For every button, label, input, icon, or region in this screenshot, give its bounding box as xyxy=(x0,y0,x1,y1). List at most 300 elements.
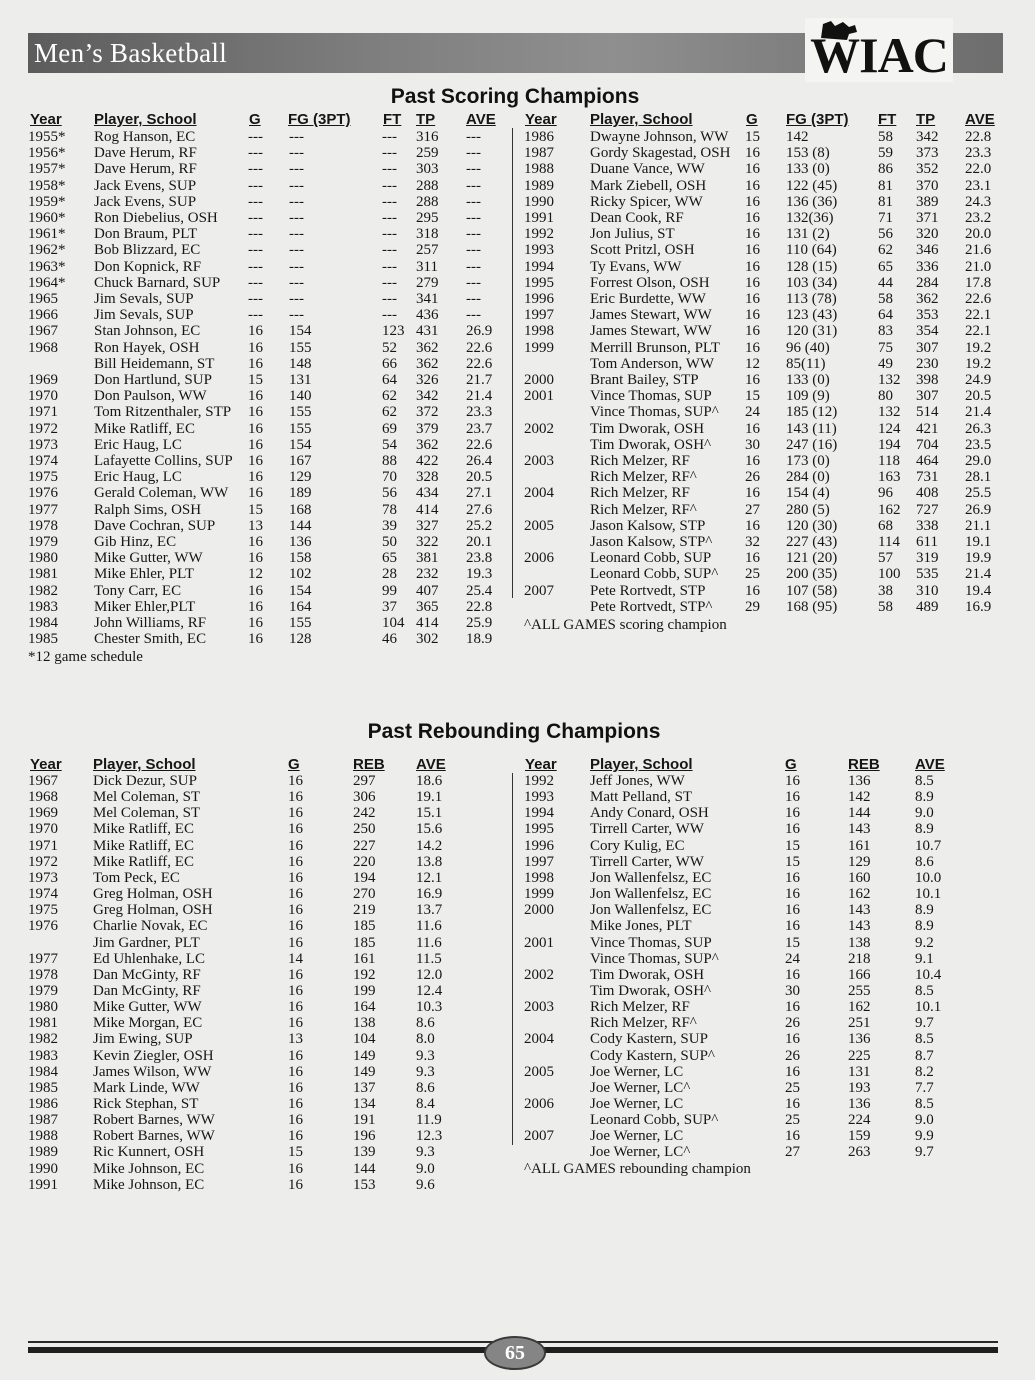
cell-games: 29 xyxy=(745,598,760,615)
cell-ft: 49 xyxy=(878,355,893,372)
cell-ave: 22.0 xyxy=(965,161,992,178)
cell-ave: 22.6 xyxy=(466,355,493,372)
cell-ave: 23.8 xyxy=(466,550,493,567)
cell-reb: 149 xyxy=(353,1047,376,1064)
cell-games: 16 xyxy=(248,453,263,469)
cell-tp: 731 xyxy=(916,469,939,486)
cell-reb: 166 xyxy=(848,966,871,983)
cell-ft: 132 xyxy=(878,404,901,421)
cell-ave: 10.7 xyxy=(915,837,942,854)
cell-year: 2003 xyxy=(524,453,554,469)
cell-fg: 155 xyxy=(289,339,312,356)
cell-games: 16 xyxy=(785,1063,800,1080)
cell-year: 1983 xyxy=(28,598,58,615)
cell-ave: 22.6 xyxy=(466,339,493,356)
cell-games: --- xyxy=(248,177,263,194)
cell-player: Ricky Spicer, WW xyxy=(590,193,703,210)
cell-player: Jason Kalsow, STP^ xyxy=(590,534,713,550)
cell-year: 2000 xyxy=(524,902,554,919)
cell-player: Tirrell Carter, WW xyxy=(590,821,704,838)
cell-ave: --- xyxy=(466,177,481,194)
cell-year: 1997 xyxy=(524,853,554,870)
cell-ave: 23.1 xyxy=(965,177,992,194)
cell-reb: 270 xyxy=(353,886,376,903)
cell-player: Dean Cook, RF xyxy=(590,210,684,226)
cell-ft: 118 xyxy=(878,453,900,469)
cell-fg: 227 (43) xyxy=(786,534,838,550)
col-header-ave: AVE xyxy=(915,756,945,773)
cell-games: 16 xyxy=(288,966,303,983)
cell-fg: 164 xyxy=(289,598,312,615)
cell-ft: 38 xyxy=(878,582,893,599)
cell-year: 2002 xyxy=(524,966,554,983)
cell-reb: 225 xyxy=(848,1047,871,1064)
cell-fg: 136 (36) xyxy=(786,193,838,210)
cell-ft: 124 xyxy=(878,420,901,437)
cell-ft: 68 xyxy=(878,517,893,534)
cell-fg: 154 xyxy=(289,582,312,599)
cell-ft: 54 xyxy=(382,436,397,453)
cell-tp: 381 xyxy=(416,550,439,567)
cell-player: Stan Johnson, EC xyxy=(94,323,201,340)
cell-games: 26 xyxy=(785,1015,800,1032)
cell-fg: 102 xyxy=(289,566,312,583)
cell-games: 25 xyxy=(785,1079,800,1096)
cell-year: 1971 xyxy=(28,404,58,421)
cell-year: 2007 xyxy=(524,1128,554,1145)
cell-player: Jon Wallenfelsz, EC xyxy=(590,869,712,886)
cell-games: 16 xyxy=(745,226,760,243)
cell-fg: 96 (40) xyxy=(786,339,830,356)
cell-tp: 320 xyxy=(916,226,939,243)
cell-reb: 153 xyxy=(353,1176,376,1193)
cell-tp: 362 xyxy=(416,339,439,356)
cell-reb: 224 xyxy=(848,1112,871,1129)
cell-ft: 58 xyxy=(878,598,893,615)
cell-player: Rich Melzer, RF xyxy=(590,485,690,502)
cell-reb: 263 xyxy=(848,1144,871,1161)
cell-year: 1973 xyxy=(28,436,58,453)
cell-fg: 120 (30) xyxy=(786,517,838,534)
cell-fg: 247 (16) xyxy=(786,436,838,453)
cell-ave: 9.0 xyxy=(915,805,934,822)
cell-year: 1984 xyxy=(28,615,58,631)
cell-reb: 142 xyxy=(848,789,871,806)
cell-player: Ric Kunnert, OSH xyxy=(93,1144,205,1161)
cell-games: 26 xyxy=(785,1047,800,1064)
cell-fg: 280 (5) xyxy=(786,501,830,518)
cell-ave: 13.8 xyxy=(416,853,443,870)
cell-year: 1987 xyxy=(28,1112,58,1129)
cell-games: 16 xyxy=(288,934,303,951)
col-header-player: Player, School xyxy=(590,756,693,773)
cell-tp: 319 xyxy=(916,550,939,567)
cell-reb: 159 xyxy=(848,1128,871,1145)
cell-tp: 372 xyxy=(416,404,439,421)
cell-player: Jim Gardner, PLT xyxy=(93,934,200,951)
cell-ave: 7.7 xyxy=(915,1079,934,1096)
cell-year: 1990 xyxy=(28,1160,58,1177)
cell-games: --- xyxy=(248,145,263,162)
scoring-footnote-schedule: *12 game schedule xyxy=(28,649,143,665)
cell-year: 2006 xyxy=(524,550,554,567)
cell-ave: 8.4 xyxy=(416,1096,435,1112)
cell-ft: 66 xyxy=(382,355,397,372)
cell-year: 1991 xyxy=(28,1176,58,1193)
cell-ave: 22.6 xyxy=(466,436,493,453)
cell-player: Tim Dworak, OSH^ xyxy=(590,436,712,453)
cell-fg: --- xyxy=(289,161,304,178)
col-header-ft: FT xyxy=(878,111,897,128)
col-header-g: G xyxy=(288,756,300,773)
cell-ave: 9.0 xyxy=(416,1160,435,1177)
cell-year: 1993 xyxy=(524,242,554,259)
cell-tp: 353 xyxy=(916,307,939,324)
cell-ft: 37 xyxy=(382,598,397,615)
cell-player: Jack Evens, SUP xyxy=(94,193,197,210)
cell-games: 16 xyxy=(785,999,800,1016)
cell-player: Dick Dezur, SUP xyxy=(93,773,197,789)
cell-ave: 12.4 xyxy=(416,982,443,999)
cell-tp: 414 xyxy=(416,615,439,631)
cell-tp: 316 xyxy=(416,129,439,145)
cell-fg: 131 xyxy=(289,372,312,388)
cell-ave: 14.2 xyxy=(416,837,443,854)
cell-tp: 408 xyxy=(916,485,939,502)
cell-ft: 62 xyxy=(382,404,397,421)
cell-ave: 20.1 xyxy=(466,534,493,550)
cell-ave: 21.7 xyxy=(466,372,493,388)
cell-ft: 62 xyxy=(878,242,893,259)
cell-fg: --- xyxy=(289,274,304,291)
cell-games: 12 xyxy=(248,566,263,583)
cell-reb: 162 xyxy=(848,999,871,1016)
cell-year: 1977 xyxy=(28,501,58,518)
cell-ft: 56 xyxy=(878,226,893,243)
cell-ave: 20.0 xyxy=(965,226,992,243)
scoring-footnote-all-games: ^ALL GAMES scoring champion xyxy=(524,617,727,633)
cell-year: 1964* xyxy=(28,274,66,291)
cell-games: 16 xyxy=(745,145,760,162)
cell-games: 16 xyxy=(745,210,760,226)
cell-year: 1983 xyxy=(28,1047,58,1064)
cell-ave: --- xyxy=(466,161,481,178)
cell-games: 16 xyxy=(288,1015,303,1032)
cell-player: Rich Melzer, RF xyxy=(590,999,690,1016)
cell-games: 16 xyxy=(288,982,303,999)
cell-fg: 284 (0) xyxy=(786,469,830,486)
cell-games: 32 xyxy=(745,534,760,550)
cell-player: Dan McGinty, RF xyxy=(93,966,201,983)
cell-games: 16 xyxy=(248,420,263,437)
cell-ave: 25.4 xyxy=(466,582,493,599)
cell-year: 1985 xyxy=(28,631,58,648)
cell-year: 1974 xyxy=(28,886,58,903)
cell-player: Gerald Coleman, WW xyxy=(94,485,229,502)
cell-ft: 99 xyxy=(382,582,397,599)
cell-games: 16 xyxy=(785,869,800,886)
cell-ave: 26.9 xyxy=(466,323,493,340)
cell-reb: 161 xyxy=(848,837,871,854)
cell-fg: 143 (11) xyxy=(786,420,837,437)
cell-year: 1995 xyxy=(524,274,554,291)
cell-fg: --- xyxy=(289,242,304,259)
cell-games: 16 xyxy=(248,534,263,550)
cell-ave: 10.3 xyxy=(416,999,443,1016)
cell-year: 1993 xyxy=(524,789,554,806)
cell-ft: 57 xyxy=(878,550,893,567)
cell-tp: 422 xyxy=(416,453,439,469)
cell-year: 1980 xyxy=(28,999,58,1016)
cell-player: Bob Blizzard, EC xyxy=(94,242,201,259)
cell-reb: 131 xyxy=(848,1063,871,1080)
cell-fg: 128 xyxy=(289,631,312,648)
cell-ave: 25.2 xyxy=(466,517,493,534)
cell-year: 2005 xyxy=(524,1063,554,1080)
cell-player: Don Paulson, WW xyxy=(94,388,207,405)
cell-year: 2005 xyxy=(524,517,554,534)
cell-games: 16 xyxy=(288,837,303,854)
cell-reb: 138 xyxy=(353,1015,376,1032)
cell-games: 16 xyxy=(248,388,263,405)
cell-player: Pete Rortvedt, STP^ xyxy=(590,598,713,615)
cell-ave: 8.5 xyxy=(915,982,934,999)
cell-player: Joe Werner, LC^ xyxy=(590,1079,691,1096)
cell-year: 1989 xyxy=(28,1144,58,1161)
cell-player: Pete Rortvedt, STP xyxy=(590,582,706,599)
cell-tp: 230 xyxy=(916,355,939,372)
cell-player: Jim Ewing, SUP xyxy=(93,1031,193,1048)
cell-ft: 56 xyxy=(382,485,397,502)
cell-games: 15 xyxy=(785,837,800,854)
cell-games: 16 xyxy=(288,1096,303,1112)
cell-games: 16 xyxy=(745,420,760,437)
cell-games: 16 xyxy=(248,598,263,615)
cell-year: 1975 xyxy=(28,902,58,919)
cell-games: 26 xyxy=(745,469,760,486)
cell-ave: 18.9 xyxy=(466,631,493,648)
col-header-player: Player, School xyxy=(93,756,196,773)
cell-player: Dan McGinty, RF xyxy=(93,982,201,999)
cell-ft: 132 xyxy=(878,372,901,388)
cell-games: 16 xyxy=(288,853,303,870)
cell-fg: 129 xyxy=(289,469,312,486)
cell-ave: --- xyxy=(466,210,481,226)
cell-year: 1970 xyxy=(28,821,58,838)
cell-tp: 302 xyxy=(416,631,439,648)
cell-ave: 9.2 xyxy=(915,934,934,951)
cell-ave: 17.8 xyxy=(965,274,992,291)
cell-year: 1967 xyxy=(28,773,58,789)
rebounding-footnote-all-games: ^ALL GAMES rebounding champion xyxy=(524,1161,751,1177)
cell-ave: 8.9 xyxy=(915,821,934,838)
col-header-ave: AVE xyxy=(965,111,995,128)
cell-ave: --- xyxy=(466,307,481,324)
cell-player: Gib Hinz, EC xyxy=(94,534,177,550)
cell-ave: 23.2 xyxy=(965,210,992,226)
cell-year: 1968 xyxy=(28,789,58,806)
cell-ave: 9.3 xyxy=(416,1063,435,1080)
cell-player: Mike Morgan, EC xyxy=(93,1015,203,1032)
cell-ave: 19.9 xyxy=(965,550,992,567)
cell-tp: 489 xyxy=(916,598,939,615)
cell-ave: 8.6 xyxy=(416,1079,435,1096)
cell-ave: 19.4 xyxy=(965,582,992,599)
cell-ave: 19.2 xyxy=(965,355,992,372)
cell-player: Greg Holman, OSH xyxy=(93,902,213,919)
cell-player: Matt Pelland, ST xyxy=(590,789,693,806)
cell-ave: 8.5 xyxy=(915,1031,934,1048)
cell-year: 1963* xyxy=(28,258,66,275)
cell-year: 1965 xyxy=(28,291,58,307)
cell-year: 1994 xyxy=(524,258,554,275)
cell-year: 1978 xyxy=(28,517,58,534)
cell-games: 16 xyxy=(288,999,303,1016)
cell-reb: 199 xyxy=(353,982,376,999)
cell-tp: 318 xyxy=(416,226,439,243)
cell-tp: 303 xyxy=(416,161,439,178)
cell-games: 16 xyxy=(745,258,760,275)
cell-ft: 86 xyxy=(878,161,893,178)
cell-ft: 50 xyxy=(382,534,397,550)
cell-fg: 158 xyxy=(289,550,312,567)
cell-games: --- xyxy=(248,193,263,210)
cell-games: 25 xyxy=(785,1112,800,1129)
cell-year: 1986 xyxy=(28,1096,58,1112)
col-header-year: Year xyxy=(525,756,557,773)
cell-tp: 322 xyxy=(416,534,439,550)
cell-player: Forrest Olson, OSH xyxy=(590,274,710,291)
cell-ft: --- xyxy=(382,291,397,307)
cell-player: Joe Werner, LC xyxy=(590,1096,684,1112)
cell-ave: 25.9 xyxy=(466,615,493,631)
cell-games: 16 xyxy=(745,339,760,356)
cell-tp: 407 xyxy=(416,582,439,599)
cell-games: --- xyxy=(248,307,263,324)
cell-player: Eric Haug, LC xyxy=(94,469,182,486)
cell-year: 1996 xyxy=(524,291,554,307)
cell-fg: 110 (64) xyxy=(786,242,837,259)
cell-games: 16 xyxy=(745,274,760,291)
cell-reb: 185 xyxy=(353,934,376,951)
cell-year: 1996 xyxy=(524,837,554,854)
cell-year: 1955* xyxy=(28,129,66,145)
cell-player: Mike Johnson, EC xyxy=(93,1160,205,1177)
cell-reb: 143 xyxy=(848,902,871,919)
cell-ave: 9.6 xyxy=(416,1176,435,1193)
cell-player: Scott Pritzl, OSH xyxy=(590,242,695,259)
cell-player: Tony Carr, EC xyxy=(94,582,182,599)
col-header-fg: FG (3PT) xyxy=(786,111,849,128)
cell-games: 16 xyxy=(288,805,303,822)
col-header-g: G xyxy=(249,111,261,128)
cell-player: Mike Ratliff, EC xyxy=(93,821,194,838)
cell-reb: 251 xyxy=(848,1015,871,1032)
cell-reb: 255 xyxy=(848,982,871,999)
cell-ave: 10.0 xyxy=(915,869,942,886)
cell-reb: 144 xyxy=(353,1160,376,1177)
cell-tp: 288 xyxy=(416,177,439,194)
cell-games: 16 xyxy=(785,1031,800,1048)
cell-ave: 27.6 xyxy=(466,501,493,518)
cell-ave: 8.9 xyxy=(915,789,934,806)
cell-reb: 149 xyxy=(353,1063,376,1080)
cell-games: 25 xyxy=(745,566,760,583)
cell-ft: 100 xyxy=(878,566,901,583)
cell-year: 1990 xyxy=(524,193,554,210)
cell-fg: 121 (20) xyxy=(786,550,838,567)
cell-year: 1991 xyxy=(524,210,554,226)
cell-games: 16 xyxy=(745,291,760,307)
cell-year: 1989 xyxy=(524,177,554,194)
cell-games: 16 xyxy=(745,372,760,388)
cell-ave: 8.2 xyxy=(915,1063,934,1080)
cell-player: Joe Werner, LC xyxy=(590,1063,684,1080)
cell-ft: --- xyxy=(382,258,397,275)
cell-games: 16 xyxy=(288,1079,303,1096)
cell-player: Bill Heidemann, ST xyxy=(94,355,215,372)
cell-ave: 27.1 xyxy=(466,485,493,502)
cell-player: Chuck Barnard, SUP xyxy=(94,274,221,291)
cell-year: 1975 xyxy=(28,469,58,486)
cell-year: 1972 xyxy=(28,853,58,870)
cell-year: 2001 xyxy=(524,934,554,951)
cell-player: Lafayette Collins, SUP xyxy=(94,453,233,469)
cell-fg: 168 xyxy=(289,501,312,518)
cell-reb: 164 xyxy=(353,999,376,1016)
cell-ft: --- xyxy=(382,129,397,145)
cell-ave: 21.4 xyxy=(965,566,992,583)
cell-player: Gordy Skagestad, OSH xyxy=(590,145,731,162)
cell-player: Rich Melzer, RF xyxy=(590,453,690,469)
cell-reb: 162 xyxy=(848,886,871,903)
cell-ave: 9.7 xyxy=(915,1015,934,1032)
cell-player: Mike Gutter, WW xyxy=(93,999,202,1016)
cell-ft: 80 xyxy=(878,388,893,405)
cell-ave: 9.9 xyxy=(915,1128,934,1145)
cell-year: 1981 xyxy=(28,566,58,583)
cell-reb: 137 xyxy=(353,1079,376,1096)
cell-reb: 196 xyxy=(353,1128,376,1145)
cell-games: 16 xyxy=(745,485,760,502)
col-header-ave: AVE xyxy=(466,111,496,128)
cell-player: Leonard Cobb, SUP^ xyxy=(590,1112,719,1129)
cell-tp: 727 xyxy=(916,501,939,518)
cell-ft: 163 xyxy=(878,469,901,486)
cell-ft: 96 xyxy=(878,485,893,502)
cell-tp: 398 xyxy=(916,372,939,388)
cell-player: Mike Ratliff, EC xyxy=(93,837,194,854)
cell-games: 27 xyxy=(785,1144,800,1161)
cell-games: 15 xyxy=(248,372,263,388)
cell-games: 16 xyxy=(745,242,760,259)
cell-games: 13 xyxy=(288,1031,303,1048)
col-header-tp: TP xyxy=(916,111,936,128)
cell-reb: 220 xyxy=(353,853,376,870)
cell-year: 1960* xyxy=(28,210,66,226)
cell-player: James Stewart, WW xyxy=(590,307,712,324)
cell-ave: 15.6 xyxy=(416,821,443,838)
cell-ft: 75 xyxy=(878,339,893,356)
cell-ave: 21.0 xyxy=(965,258,992,275)
cell-fg: --- xyxy=(289,210,304,226)
cell-ave: 22.8 xyxy=(466,598,493,615)
cell-player: Tim Dworak, OSH^ xyxy=(590,982,712,999)
cell-player: Vince Thomas, SUP^ xyxy=(590,950,719,967)
cell-games: --- xyxy=(248,274,263,291)
cell-tp: 362 xyxy=(416,436,439,453)
cell-year: 1961* xyxy=(28,226,66,243)
